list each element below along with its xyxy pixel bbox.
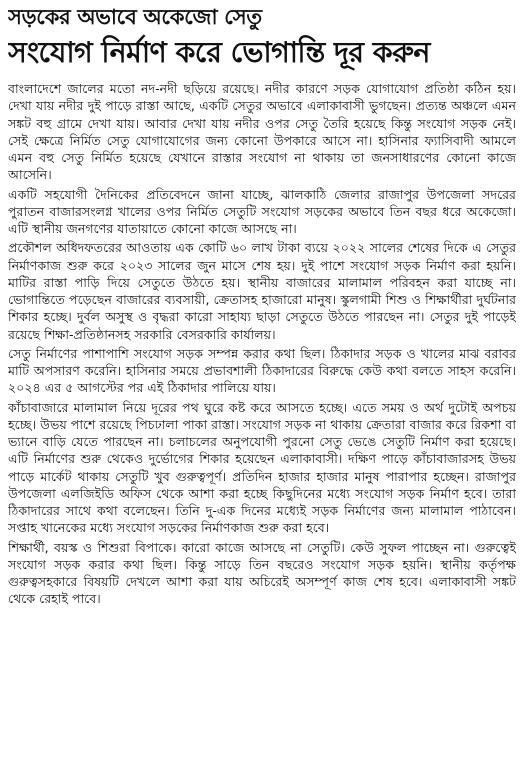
headline: সংযোগ নির্মাণ করে ভোগান্তি দূর করুন: [8, 36, 430, 69]
paragraph: বাংলাদেশে জালের মতো নদ-নদী ছড়িয়ে রয়েছে। নদীর কারণে সড়ক যোগাযোগ প্রতিষ্ঠা কঠিন হয়। দেখা যায় নদীর দুই পাড়ে রাস্তা আছে, একটি সেতুর অভাবে এলাকাবাসী ভুগছেন। প্রত্যন্ত অঞ্চলে এমন সঙ্কট বহু গ্রামে দেখা যায়। আবার দেখা যায় নদীর ওপর সেতু তৈরি হয়েছে কিন্তু সংযোগ সড়ক নেই। সেই ক্ষেত্রে নির্মিত সেতু যোগাযোগের জন্য কোনো উপকারে আসে না। হাসিনার ফ্যাসিবাদী আমলে এমন বহু সেতু নির্মিত হয়েছে যেখানে রাস্তার সংযোগ না থাকায় তা জনসাধারণের কোনো কাজে আসেনি।: [8, 81, 516, 183]
paragraph: শিক্ষার্থী, বয়স্ক ও শিশুরা বিপাকে। কারো কাজে আসছে না সেতুটি। কেউ সুফল পাচ্ছেন না। গুরুত্বেই সংযোগ সড়ক করার কথা ছিল। কিন্তু সাড়ে তিন বছরেও সংযোগ সড়ক হয়নি। স্থানীয় কর্তৃপক্ষ গুরুত্বসহকারে বিষয়টি দেখলে আশা করা যায় অচিরেই অসম্পূর্ণ কাজ শেষ হবে। এলাকাবাসী সঙ্কট থেকে রেহাই পাবে।: [8, 539, 516, 607]
paragraph: একটি সহযোগী দৈনিকের প্রতিবেদনে জানা যাচ্ছে, ঝালকাঠি জেলার রাজাপুর উপজেলা সদরের পুরাতন বাজারসংলগ্ন খালের ওপর নির্মিত সেতুটি সংযোগ সড়কের অভাবে তিন বছর ধরে অকেজো। এটি স্থানীয় জনগণের যাতায়াতে কোনো কাজে আসছে না।: [8, 186, 516, 236]
article-body: [8, 80, 516, 770]
paragraph: প্রকৌশল অধিদফতরের আওতায় এক কোটি ৬০ লাখ টাকা ব্যয়ে ২০২২ সালের শেষের দিকে এ সেতুর নির্মাণকাজ শুরু করে ২০২৩ সালের জুন মাসে শেষ হয়। দুই পাশে সংযোগ সড়ক নির্মাণ করা হয়নি। মাটির রাস্তা পাড়ি দিয়ে সেতুতে উঠতে হয়। স্থানীয় বাজারের মালামাল পরিবহন করা যাচ্ছে না। ভোগান্তিতে পড়েছেন বাজারের ব্যবসায়ী, ক্রেতাসহ হাজারো মানুষ। স্কুলগামী শিশু ও শিক্ষার্থীরা দুর্ঘটনার শিকার হচ্ছে। দুর্বল অসুস্থ ও বৃদ্ধরা কারো সাহায্য ছাড়া সেতুতে উঠতে পারছেন না। সেতুর দুই পাড়েই রয়েছে শিক্ষা-প্রতিষ্ঠানসহ সরকারি বেসরকারি কার্যালয়।: [8, 240, 516, 342]
paragraph: সেতু নির্মাণের পাশাপাশি সংযোগ সড়ক সম্পন্ন করার কথা ছিল। ঠিকাদার সড়ক ও খালের মাঝ বরাবর মাটি অপসারণ করেনি। হাসিনার সময়ে প্রভাবশালী ঠিকাদারের বিরুদ্ধে কেউ কথা বলতে সাহস করেনি। ২০২৪ এর ৫ আগস্টের পর এই ঠিকাদার পালিয়ে যায়।: [8, 345, 516, 396]
kicker-title: সড়কের অভাবে অকেজো সেতু: [8, 5, 262, 29]
paragraph: কাঁচাবাজারে মালামাল নিয়ে দূরের পথ ঘুরে কষ্ট করে আসতে হচ্ছে। এতে সময় ও অর্থ দুটোই অপচয় হচ্ছে। উভয় পাশে রয়েছে পিচঢালা পাকা রাস্তা। সংযোগ সড়ক না থাকায় ক্রেতারা বাজার করে রিকশা বা ভ্যানে বাড়ি যেতে পারছেন না। চলাচলের অনুপযোগী পুরনো সেতু ভেঙে সেতুটি নির্মাণ করা হয়েছে। এটি নির্মাণের শুরু থেকেও দুর্ভোগের শিকার হয়েছেন এলাকাবাসী। দক্ষিণ পাড়ে কাঁচাবাজারসহ উভয় পাড়ে মার্কেট থাকায় সেতুটি খুব গুরুত্বপূর্ণ। প্রতিদিন হাজার হাজার মানুষ পারাপার হচ্ছেন। রাজাপুর উপজেলা এলজিইডি অফিস থেকে আশা করা হচ্ছে কিছুদিনের মধ্যে সংযোগ সড়ক নির্মাণ হবে। তারা ঠিকাদারের সাথে কথা বলেছেন। তিনি দু-এক দিনের মধ্যেই সড়ক নির্মাণের জন্য মালামাল পাঠাবেন। সপ্তাহ খানেকের মধ্যে সংযোগ সড়কের নির্মাণকাজ শুরু করা হবে।: [8, 399, 516, 536]
